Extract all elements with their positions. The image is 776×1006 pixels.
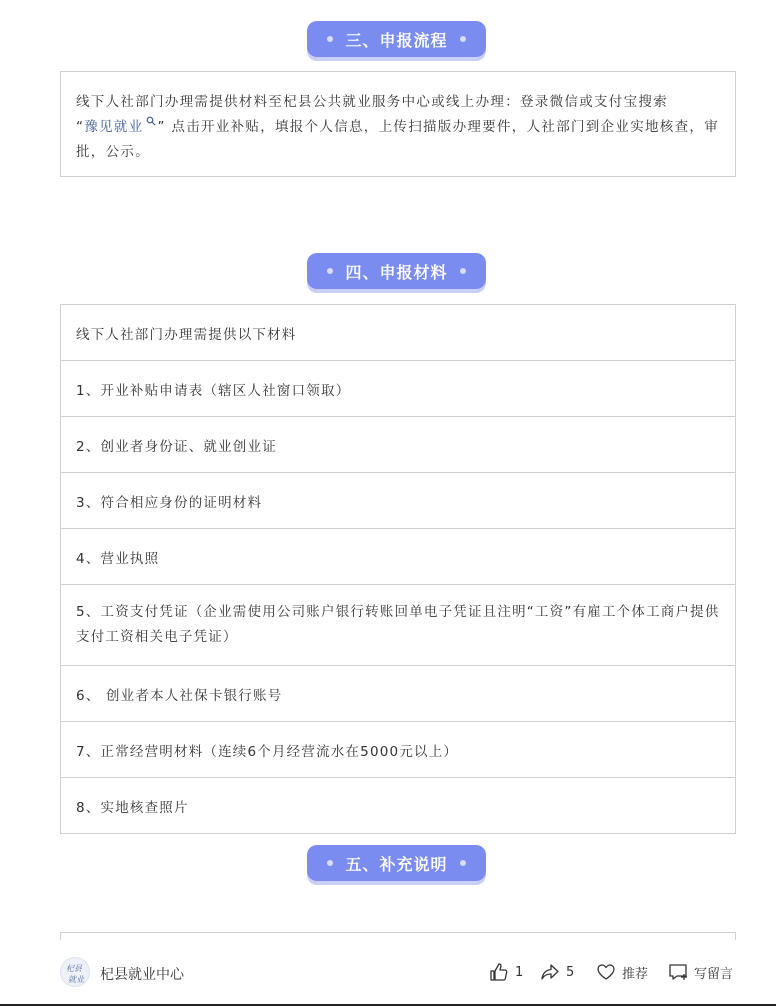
comment-icon — [668, 962, 688, 982]
table-cell: 2、创业者身份证、就业创业证 — [76, 438, 277, 455]
table-cell: 5、工资支付凭证（企业需使用公司账户银行转账回单电子凭证且注明“工资”有雇工个体工商户提供支付工资相关电子凭证） — [76, 604, 720, 645]
table-row — [60, 778, 736, 834]
process-text-b: 点击开业补贴，填报个人信息，上传扫描版办理要件，人社部门到企业实地核查，审批，公示。 — [76, 119, 719, 160]
table-cell: 1、开业补贴申请表（辖区人社窗口领取） — [76, 382, 351, 399]
like-count: 1 — [515, 964, 524, 980]
svg-text:杞县: 杞县 — [66, 964, 82, 973]
table-cell: 3、符合相应身份的证明材料 — [76, 494, 263, 511]
section-5-title — [307, 845, 486, 881]
section-3-title — [307, 21, 486, 57]
account-name[interactable]: 杞县就业中心 — [100, 967, 184, 983]
bullet-dot — [460, 36, 466, 42]
table-row — [60, 305, 736, 361]
article-footer-bar — [0, 940, 776, 1006]
section-5-title-text: 五、补充说明 — [345, 854, 448, 874]
recommend-button[interactable] — [596, 962, 648, 982]
share-count: 5 — [566, 964, 575, 980]
table-cell: 8、实地核查照片 — [76, 799, 189, 816]
table-row — [60, 361, 736, 417]
table-row — [60, 666, 736, 722]
section-3-title-text: 三、申报流程 — [345, 30, 448, 50]
share-arrow-icon — [540, 962, 560, 982]
heart-icon — [596, 962, 616, 982]
quote-open: “ — [76, 119, 85, 135]
comment-button[interactable] — [668, 962, 733, 982]
section-4-title — [307, 253, 486, 289]
table-row — [60, 529, 736, 585]
table-row — [60, 585, 736, 666]
bullet-dot — [327, 36, 333, 42]
table-cell: 线下人社部门办理需提供以下材料 — [76, 326, 297, 343]
table-cell: 4、营业执照 — [76, 550, 160, 567]
bullet-dot — [460, 860, 466, 866]
table-row — [60, 722, 736, 778]
bullet-dot — [327, 860, 333, 866]
comment-label: 写留言 — [694, 966, 734, 982]
svg-text:就业: 就业 — [68, 975, 84, 984]
bullet-dot — [327, 268, 333, 274]
section-4-title-text: 四、申报材料 — [345, 262, 448, 282]
table-cell: 7、正常经营明材料（连续6个月经营流水在5000元以上） — [76, 743, 459, 760]
table-row — [60, 417, 736, 473]
search-link-yujian[interactable]: 豫见就业 — [84, 119, 144, 135]
bullet-dot — [460, 268, 466, 274]
thumbs-up-icon — [489, 962, 509, 982]
share-button[interactable] — [540, 962, 574, 982]
supplement-box — [60, 932, 736, 940]
quote-close: ” — [157, 119, 166, 135]
table-cell: 6、 创业者本人社保卡银行账号 — [76, 687, 283, 704]
recommend-label: 推荐 — [622, 966, 649, 982]
avatar-logo-icon — [61, 958, 90, 987]
process-box — [60, 71, 736, 177]
materials-table — [60, 304, 736, 834]
search-icon[interactable] — [146, 116, 156, 126]
process-text-a: 线下人社部门办理需提供材料至杞县公共就业服务中心或线上办理：登录微信或支付宝搜索 — [76, 94, 668, 110]
like-button[interactable] — [489, 962, 523, 982]
table-row — [60, 473, 736, 529]
account-avatar[interactable] — [60, 957, 90, 987]
